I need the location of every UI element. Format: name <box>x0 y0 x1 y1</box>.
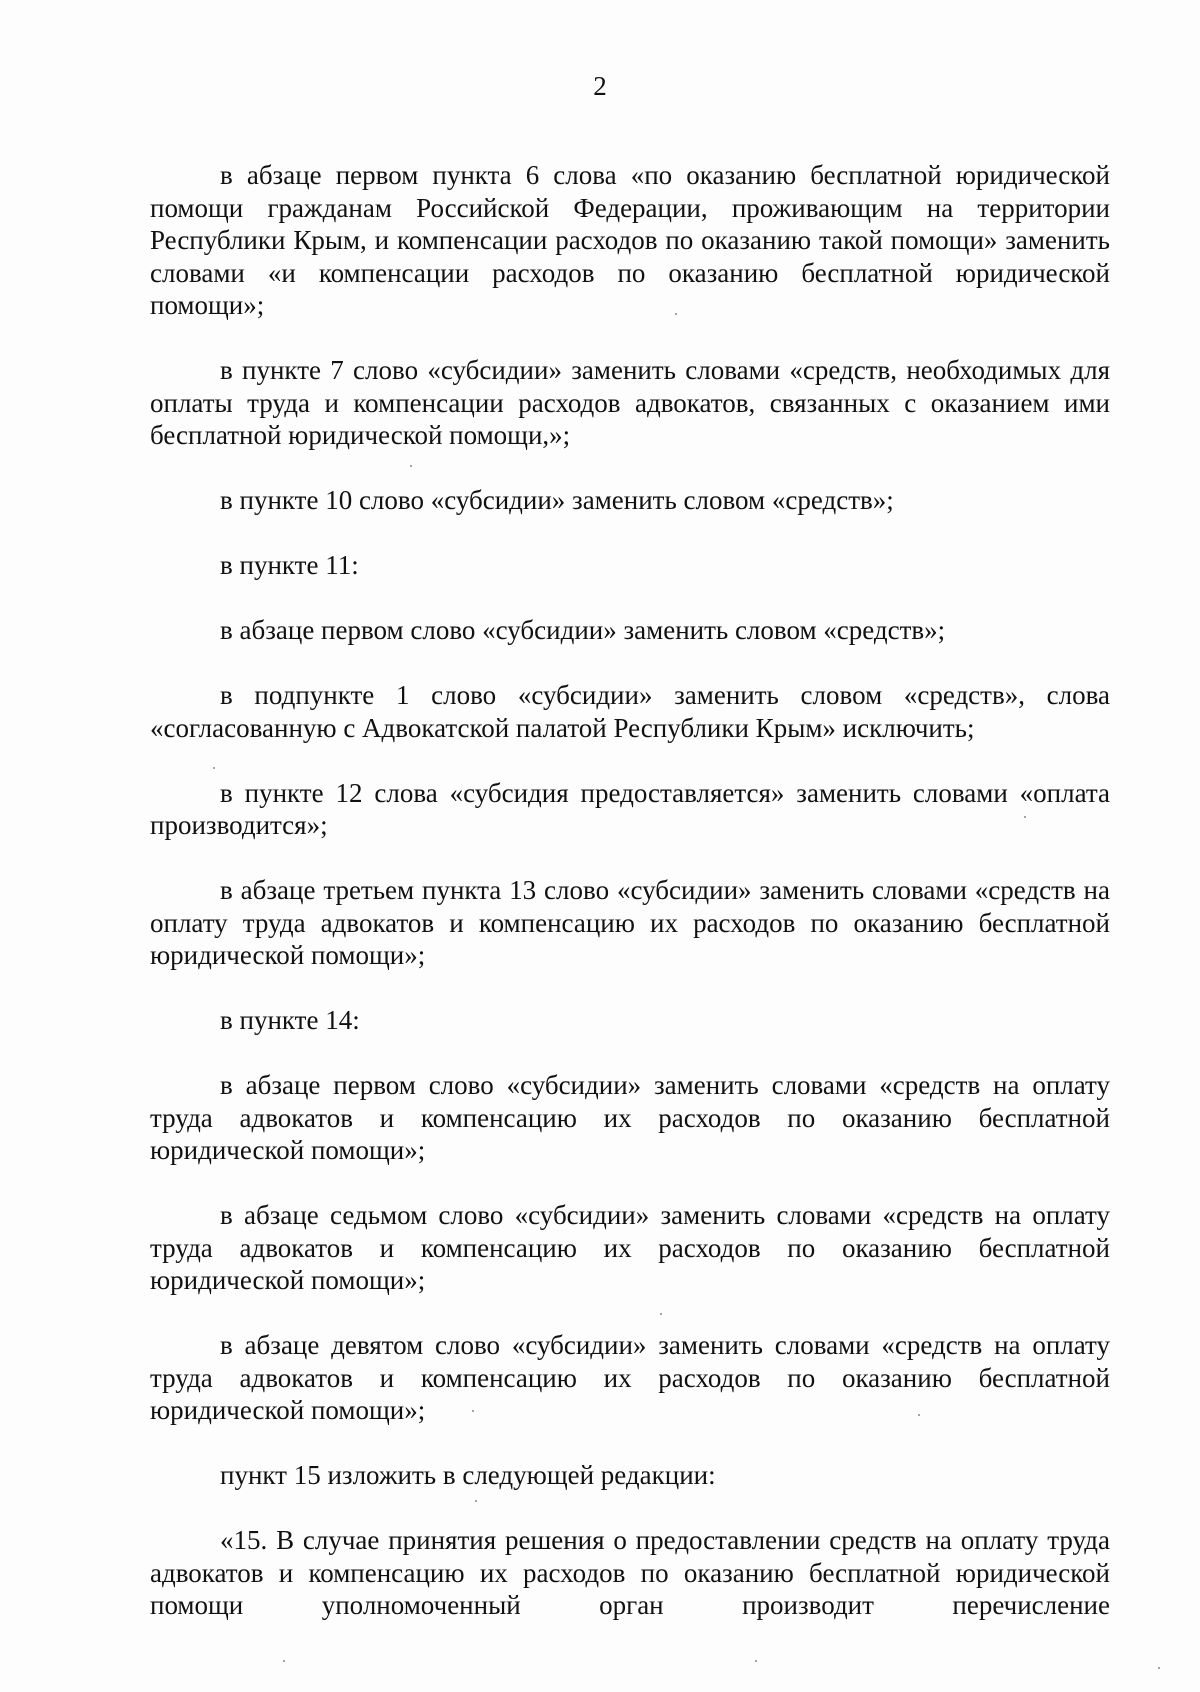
scan-speck <box>410 465 412 467</box>
scan-speck <box>660 1313 662 1315</box>
scan-speck <box>755 1660 757 1662</box>
paragraph-5: в абзаце первом слово «субсидии» заменить словом «средств»; <box>220 615 946 645</box>
scan-speck <box>213 767 215 769</box>
scan-speck <box>283 1660 285 1662</box>
scan-speck <box>675 313 677 315</box>
paragraph-9: в пункте 14: <box>220 1005 360 1035</box>
paragraph-12: в абзаце девятом слово «субсидии» заменить словами «средств на оплату труда адвокатов и компенсацию их расходов по оказанию бесплатной юридической помощи»; <box>150 1330 1110 1425</box>
page-number: 2 <box>593 71 607 101</box>
scan-speck <box>918 1414 920 1416</box>
paragraph-2: в пункте 7 слово «субсидии» заменить словами «средств, необходимых для оплаты труда и компенсации расходов адвокатов, связанных с оказанием ими бесплатной юридической помощи,»; <box>150 355 1110 450</box>
document-body <box>150 159 1110 1654</box>
paragraph-6: в подпункте 1 слово «субсидии» заменить словом «средств», слова «согласованную с Адвокатской палатой Республики Крым» исключить; <box>150 680 1110 743</box>
scan-speck <box>472 1410 474 1412</box>
paragraph-3: в пункте 10 слово «субсидии» заменить словом «средств»; <box>220 485 894 515</box>
scan-speck <box>1158 1667 1160 1669</box>
paragraph-4: в пункте 11: <box>220 550 359 580</box>
paragraph-8: в абзаце третьем пункта 13 слово «субсидии» заменить словами «средств на оплату труда адвокатов и компенсацию их расходов по оказанию бесплатной юридической помощи»; <box>150 875 1110 970</box>
paragraph-11: в абзаце седьмом слово «субсидии» заменить словами «средств на оплату труда адвокатов и компенсацию их расходов по оказанию бесплатной юридической помощи»; <box>150 1200 1110 1295</box>
paragraph-1: в абзаце первом пункта 6 слова «по оказанию бесплатной юридической помощи гражданам Российской Федерации, проживающим на территории Республики Крым, и компенсации расходов по оказанию такой помощи» заменить словами «и компенсации расходов по оказанию бесплатной юридической помощи»; <box>150 160 1110 320</box>
paragraph-7: в пункте 12 слова «субсидия предоставляется» заменить словами «оплата производится»; <box>150 777 1110 840</box>
scan-speck <box>1024 816 1026 818</box>
scan-speck <box>475 1500 477 1502</box>
paragraph-13: пункт 15 изложить в следующей редакции: <box>220 1460 716 1490</box>
paragraph-10: в абзаце первом слово «субсидии» заменить словами «средств на оплату труда адвокатов и компенсацию их расходов по оказанию бесплатной юридической помощи»; <box>150 1070 1110 1165</box>
paragraph-14: «15. В случае принятия решения о предоставлении средств на оплату труда адвокатов и компенсацию их расходов по оказанию бесплатной юридической помощи уполномоченный орган производит перечисление <box>150 1525 1110 1620</box>
